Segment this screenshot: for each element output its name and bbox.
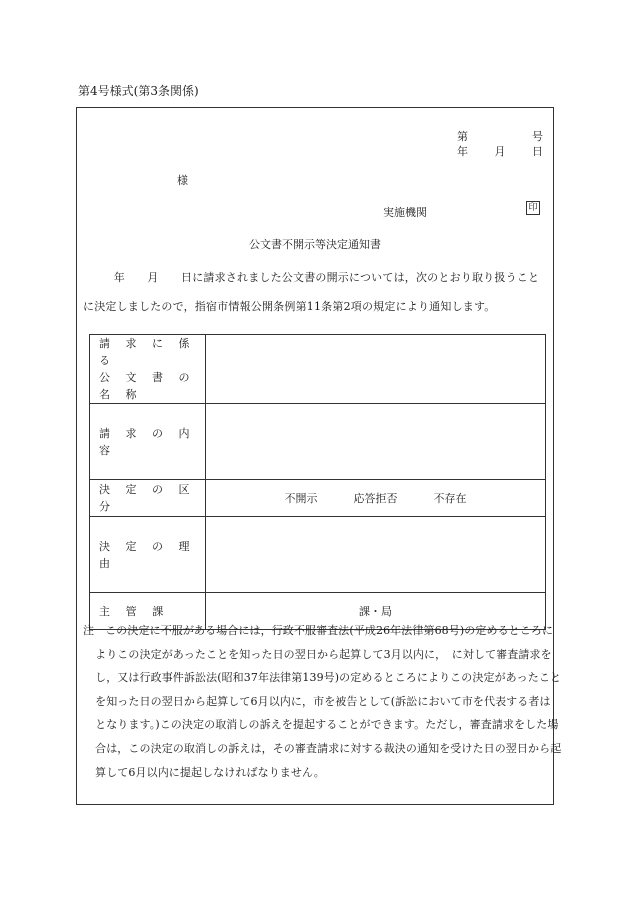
- document-title: 公文書不開示等決定通知書: [249, 238, 381, 251]
- row-label-document-name: [90, 335, 206, 404]
- number-label-prefix: 第: [457, 130, 468, 143]
- department-label-char: 主: [99, 604, 110, 618]
- number-label-suffix: 号: [532, 130, 543, 143]
- table-row: [90, 404, 546, 480]
- row-label-decision-reason: 決 定 の 理 由: [90, 517, 206, 593]
- option-non-disclosure: 不開示: [284, 492, 318, 505]
- department-label-char: 管: [125, 604, 137, 618]
- notice-form: [76, 107, 573, 805]
- option-nonexistent: 不存在: [433, 492, 467, 505]
- row-label-line: 請 求 に 係 る: [99, 337, 196, 367]
- table-row: [90, 335, 546, 404]
- decision-type-options: [206, 480, 546, 517]
- row-label-decision-type: 決 定 の 区 分: [90, 480, 206, 517]
- date-month: 月: [494, 145, 506, 158]
- seal-mark: 印: [526, 201, 540, 215]
- table-row: [90, 517, 546, 593]
- form-reference: 第4号様式(第3条関係): [78, 84, 199, 98]
- request-content-value: [206, 404, 546, 480]
- body-text: 年 月 日に請求されました公文書の開示については，次のとおり取り扱うことに決定しましたので，指宿市情報公開条例第11条第2項の規定により通知します。: [83, 271, 540, 313]
- document-number: [457, 128, 543, 144]
- department-value: 課・局: [206, 593, 546, 630]
- decision-reason-value: [206, 517, 546, 593]
- date-day: 日: [532, 145, 543, 158]
- table-row: [90, 480, 546, 517]
- row-label-request-content: 請 求 の 内 容: [90, 404, 206, 480]
- date-year: 年: [457, 145, 468, 158]
- document-date: [457, 143, 543, 159]
- appeal-note: 注 この決定に不服がある場合には，行政不服審査法(平成26年法律第68号)の定めるところによりこの決定があったことを知った日の翌日から起算して3月以内に， に対して審査請求をし，又は行政事件訴訟法(昭和37年法律第139号)の定めるところによりこの決定があったことを知った日の翌日から起算して6月以内に，市を被告として(訴訟において市を代表する者は となります。)この決定の取消しの訴えを提起することができます。ただし，審査請求をした場合は，この決定の取消しの訴えは，その審査請求に対する裁決の通知を受けた日の翌日から起算して6月以内に提起しなければなりません。: [83, 624, 573, 779]
- department-label-char: 課: [152, 604, 164, 618]
- document-name-value: [206, 335, 546, 404]
- row-label-line: 公 文 書 の 名 称: [99, 371, 196, 401]
- addressee: 様: [177, 174, 188, 187]
- option-refusal: 応答拒否: [353, 492, 398, 505]
- agency-label: 実施機関: [383, 206, 427, 219]
- decision-table: [89, 334, 546, 630]
